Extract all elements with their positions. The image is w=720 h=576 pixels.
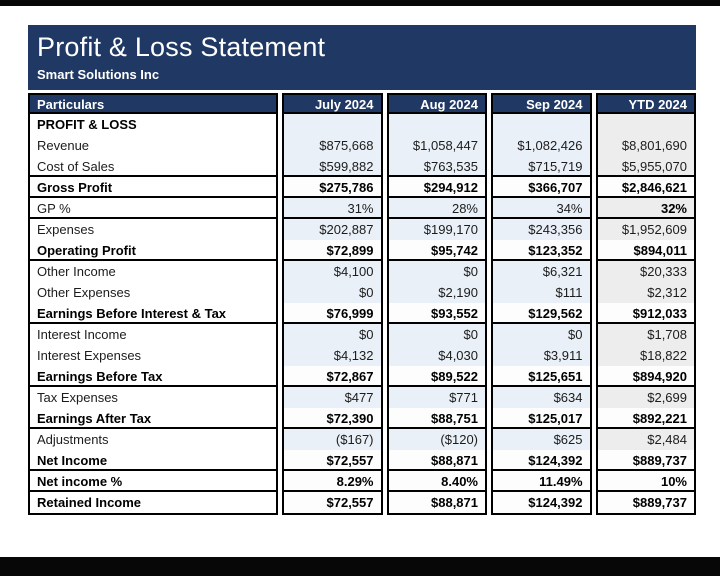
cell-jul: $0	[284, 324, 381, 345]
cell-jul: $875,668	[284, 135, 381, 156]
row-label: Other Expenses	[30, 282, 276, 303]
row-label: Operating Profit	[30, 240, 276, 261]
cell-sep: $129,562	[493, 303, 590, 324]
cell-jul: 31%	[284, 198, 381, 219]
cell-ytd: $889,737	[598, 492, 695, 513]
cell-jul: $72,390	[284, 408, 381, 429]
cell-ytd: 10%	[598, 471, 695, 492]
pl-table	[28, 93, 696, 515]
row-label: Interest Income	[30, 324, 276, 345]
row-label: Interest Expenses	[30, 345, 276, 366]
cell-jul: $202,887	[284, 219, 381, 240]
cell-aug: 28%	[389, 198, 486, 219]
cell-ytd: $5,955,070	[598, 156, 695, 177]
cell-aug: $1,058,447	[389, 135, 486, 156]
cell-sep: $125,651	[493, 366, 590, 387]
cell-ytd: $2,699	[598, 387, 695, 408]
cell-ytd: $20,333	[598, 261, 695, 282]
cell-jul: 8.29%	[284, 471, 381, 492]
cell-sep: 11.49%	[493, 471, 590, 492]
cell-jul: $599,882	[284, 156, 381, 177]
cell-aug: $199,170	[389, 219, 486, 240]
cell-aug: 8.40%	[389, 471, 486, 492]
row-label: Gross Profit	[30, 177, 276, 198]
cell-jul: $76,999	[284, 303, 381, 324]
cell-aug: $88,751	[389, 408, 486, 429]
row-label: Expenses	[30, 219, 276, 240]
cell-aug: $771	[389, 387, 486, 408]
cell-sep: $111	[493, 282, 590, 303]
cell-ytd	[598, 114, 695, 135]
top-border-strip	[0, 0, 720, 6]
cell-sep: $6,321	[493, 261, 590, 282]
cell-jul: $0	[284, 282, 381, 303]
cell-aug: $4,030	[389, 345, 486, 366]
cell-aug: $0	[389, 324, 486, 345]
row-label: Earnings After Tax	[30, 408, 276, 429]
report-title-block	[28, 25, 696, 90]
cell-sep: $634	[493, 387, 590, 408]
cell-aug: $0	[389, 261, 486, 282]
row-label: Earnings Before Tax	[30, 366, 276, 387]
cell-ytd: 32%	[598, 198, 695, 219]
cell-ytd: $894,920	[598, 366, 695, 387]
column-header-particulars: Particulars	[30, 95, 276, 114]
cell-aug: $2,190	[389, 282, 486, 303]
cell-sep: $125,017	[493, 408, 590, 429]
cell-jul: $72,557	[284, 492, 381, 513]
cell-sep: $625	[493, 429, 590, 450]
column-particulars	[28, 93, 278, 515]
row-label: Net income %	[30, 471, 276, 492]
column-aug	[387, 93, 488, 515]
cell-aug: $93,552	[389, 303, 486, 324]
cell-sep: $1,082,426	[493, 135, 590, 156]
cell-ytd: $2,484	[598, 429, 695, 450]
row-label: Other Income	[30, 261, 276, 282]
cell-sep: 34%	[493, 198, 590, 219]
cell-aug: $89,522	[389, 366, 486, 387]
row-label: Earnings Before Interest & Tax	[30, 303, 276, 324]
column-ytd	[596, 93, 697, 515]
cell-aug: $88,871	[389, 492, 486, 513]
row-label: Cost of Sales	[30, 156, 276, 177]
cell-jul: ($167)	[284, 429, 381, 450]
cell-sep: $0	[493, 324, 590, 345]
cell-jul: $72,557	[284, 450, 381, 471]
column-header-jul: July 2024	[284, 95, 381, 114]
column-sep	[491, 93, 592, 515]
row-label: GP %	[30, 198, 276, 219]
cell-jul: $477	[284, 387, 381, 408]
cell-sep: $366,707	[493, 177, 590, 198]
column-jul	[282, 93, 383, 515]
column-header-ytd: YTD 2024	[598, 95, 695, 114]
cell-aug: ($120)	[389, 429, 486, 450]
cell-ytd: $8,801,690	[598, 135, 695, 156]
row-label: Revenue	[30, 135, 276, 156]
cell-sep: $3,911	[493, 345, 590, 366]
bottom-border-strip	[0, 557, 720, 576]
cell-ytd: $889,737	[598, 450, 695, 471]
cell-jul: $72,899	[284, 240, 381, 261]
row-label: Net Income	[30, 450, 276, 471]
cell-jul	[284, 114, 381, 135]
column-header-sep: Sep 2024	[493, 95, 590, 114]
row-label: PROFIT & LOSS	[30, 114, 276, 135]
cell-jul: $72,867	[284, 366, 381, 387]
cell-ytd: $894,011	[598, 240, 695, 261]
row-label: Retained Income	[30, 492, 276, 513]
cell-jul: $4,100	[284, 261, 381, 282]
cell-ytd: $892,221	[598, 408, 695, 429]
cell-sep	[493, 114, 590, 135]
cell-sep: $715,719	[493, 156, 590, 177]
column-header-aug: Aug 2024	[389, 95, 486, 114]
cell-aug: $763,535	[389, 156, 486, 177]
cell-jul: $275,786	[284, 177, 381, 198]
cell-ytd: $18,822	[598, 345, 695, 366]
row-label: Adjustments	[30, 429, 276, 450]
cell-aug: $95,742	[389, 240, 486, 261]
cell-sep: $124,392	[493, 450, 590, 471]
cell-ytd: $2,846,621	[598, 177, 695, 198]
row-label: Tax Expenses	[30, 387, 276, 408]
cell-aug: $88,871	[389, 450, 486, 471]
pnl-report	[28, 25, 696, 515]
cell-aug: $294,912	[389, 177, 486, 198]
cell-ytd: $1,708	[598, 324, 695, 345]
cell-aug	[389, 114, 486, 135]
cell-sep: $123,352	[493, 240, 590, 261]
cell-ytd: $1,952,609	[598, 219, 695, 240]
cell-sep: $243,356	[493, 219, 590, 240]
cell-jul: $4,132	[284, 345, 381, 366]
page-title: Profit & Loss Statement	[37, 32, 326, 62]
company-name: Smart Solutions Inc	[37, 67, 160, 82]
cell-ytd: $912,033	[598, 303, 695, 324]
cell-ytd: $2,312	[598, 282, 695, 303]
cell-sep: $124,392	[493, 492, 590, 513]
